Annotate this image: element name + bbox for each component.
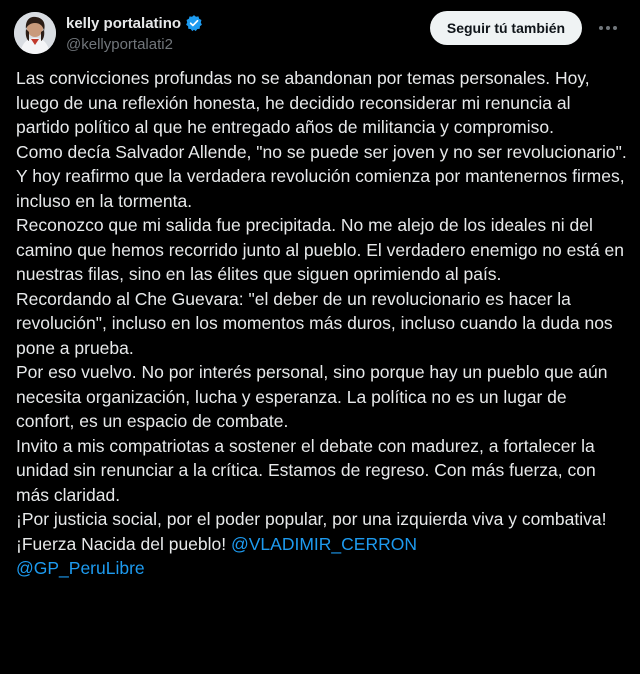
tweet-paragraph: Por eso vuelvo. No por interés personal, sino porque hay un pueblo que aún necesita organización, lucha y esperanza. La política no es un lugar de confort, es un espacio de combate. bbox=[16, 362, 608, 431]
author-handle[interactable]: @kellyportalati2 bbox=[66, 36, 173, 53]
tweet-paragraph: Reconozco que mi salida fue precipitada. No me alejo de los ideales ni del camino que hemos recorrido junto al pueblo. El verdadero enemigo no está en nuestras filas, sino en las élites que siguen oprimiendo al país. bbox=[16, 215, 625, 284]
author-names bbox=[66, 12, 203, 53]
tweet-paragraph: Las convicciones profundas no se abandonan por temas personales. Hoy, luego de una reflexión honesta, he decidido reconsiderar mi renuncia al partido político al que he entregado años de militancia y compromiso. bbox=[16, 68, 590, 137]
tweet-text bbox=[16, 66, 628, 581]
tweet-header bbox=[14, 10, 626, 58]
tweet-paragraph: Recordando al Che Guevara: "el deber de un revolucionario es hacer la revolución", incluso en los momentos más duros, incluso cuando la duda nos pone a prueba. bbox=[16, 288, 613, 358]
display-name-row bbox=[66, 12, 203, 34]
mention-link[interactable]: @GP_PeruLibre bbox=[16, 558, 145, 578]
closing-text: ¡Por justicia social, por el poder popular, por una izquierda viva y combativa! ¡Fuerza Nacida del pueblo! bbox=[16, 509, 607, 554]
tweet-paragraph: Invito a mis compatriotas a sostener el debate con madurez, a fortalecer la unidad sin renunciar a la crítica. Estamos de regreso. Con más fuerza, con más claridad. bbox=[16, 435, 596, 505]
mention-link[interactable]: @VLADIMIR_CERRON bbox=[230, 533, 417, 554]
more-horizontal-icon[interactable] bbox=[596, 18, 620, 38]
follow-button[interactable]: Seguir tú también bbox=[430, 11, 582, 45]
verified-badge-icon bbox=[185, 14, 203, 32]
avatar[interactable] bbox=[14, 12, 56, 54]
display-name[interactable]: kelly portalatino bbox=[66, 14, 182, 32]
tweet-paragraph: Como decía Salvador Allende, "no se puede ser joven y no ser revolucionario". Y hoy reafirmo que la verdadera revolución comienza por mantenernos firmes, incluso en la tormenta. bbox=[16, 141, 627, 211]
tweet-paragraph-closing bbox=[16, 507, 628, 581]
